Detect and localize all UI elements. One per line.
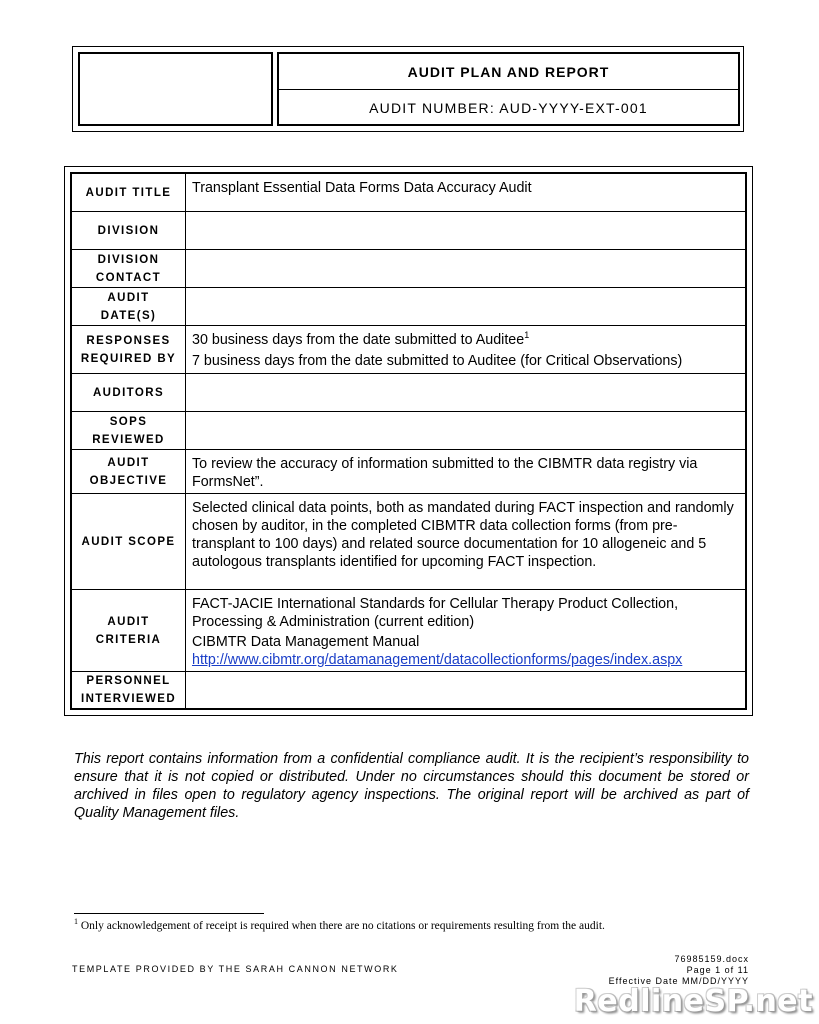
- responses-line-2: 7 business days from the date submitted to Auditee (for Critical Observations): [192, 353, 683, 369]
- document-meta: [609, 954, 749, 987]
- label-line: REQUIRED BY: [80, 352, 177, 365]
- value-sops[interactable]: [186, 412, 745, 449]
- label-personnel: [72, 672, 186, 708]
- value-division-contact[interactable]: [186, 250, 745, 287]
- objective-text: To review the accuracy of information submitted to the CIBMTR data registry via FormsNet”.: [192, 456, 698, 490]
- logo-placeholder: [78, 52, 273, 126]
- label-line: INTERVIEWED: [80, 693, 177, 705]
- label-audit-dates: [72, 288, 186, 325]
- responses-line-1-text: 30 business days from the date submitted to Auditee: [192, 332, 525, 348]
- header-title-block: [277, 52, 740, 126]
- value-audit-title[interactable]: [186, 174, 745, 211]
- footnote-divider: [74, 913, 264, 914]
- row-division: [72, 212, 745, 250]
- label-division: DIVISION: [72, 212, 186, 249]
- audit-number: AUDIT NUMBER: AUD-YYYY-EXT-001: [369, 100, 648, 116]
- audit-info-table: [64, 166, 753, 716]
- label-objective: [72, 450, 186, 493]
- label-line: CONTACT: [95, 271, 162, 284]
- row-sops: [72, 412, 745, 450]
- row-objective: [72, 450, 745, 494]
- label-auditors: AUDITORS: [72, 374, 186, 411]
- label-line: SOPS: [109, 415, 148, 428]
- template-credit: TEMPLATE PROVIDED BY THE SARAH CANNON NETWORK: [72, 964, 399, 974]
- footnote: [74, 917, 754, 932]
- page-number: Page 1 of 11: [686, 965, 749, 975]
- label-line: REVIEWED: [92, 433, 165, 446]
- responses-line-1: [192, 331, 739, 349]
- label-line: AUDIT: [107, 291, 150, 304]
- label-division-contact: [72, 250, 186, 287]
- value-responses[interactable]: [186, 326, 745, 373]
- value-criteria[interactable]: [186, 590, 745, 671]
- doc-id: 76985159.docx: [674, 954, 749, 964]
- value-objective[interactable]: [186, 450, 745, 493]
- row-responses: [72, 326, 745, 374]
- label-line: AUDIT: [107, 456, 150, 469]
- audit-title-text: Transplant Essential Data Forms Data Accuracy Audit: [192, 180, 532, 196]
- row-audit-dates: [72, 288, 745, 326]
- effective-date: Effective Date MM/DD/YYYY: [608, 976, 749, 986]
- label-line: CRITERIA: [95, 633, 162, 646]
- criteria-manual: CIBMTR Data Management Manual: [192, 634, 420, 650]
- row-scope: [72, 494, 745, 590]
- criteria-link[interactable]: http://www.cibmtr.org/datamanagement/datacollectionforms/pages/index.aspx: [192, 652, 683, 668]
- value-audit-dates[interactable]: [186, 288, 745, 325]
- label-line: OBJECTIVE: [89, 474, 168, 487]
- label-line: PERSONNEL: [86, 675, 171, 687]
- label-line: AUDIT: [107, 615, 150, 628]
- confidentiality-disclaimer: This report contains information from a confidential compliance audit. It is the recipient’s responsibility to ensure that it is not copied or distributed. Under no circumstances should this document be stored or archived in files open to regulatory agency inspections. The original report will be archived as part of Quality Management files.: [74, 751, 749, 821]
- label-sops: [72, 412, 186, 449]
- document-title: AUDIT PLAN AND REPORT: [279, 54, 738, 90]
- criteria-standards: FACT-JACIE International Standards for Cellular Therapy Product Collection, Processing & Administration (current edition): [192, 596, 679, 630]
- value-scope[interactable]: [186, 494, 745, 589]
- row-division-contact: [72, 250, 745, 288]
- audit-info-table-inner: [70, 172, 747, 710]
- label-responses: [72, 326, 186, 373]
- label-audit-title: AUDIT TITLE: [72, 174, 186, 211]
- label-line: DIVISION: [97, 253, 160, 266]
- label-line: DATE(S): [100, 309, 157, 322]
- row-personnel: [72, 672, 745, 708]
- footnote-text: Only acknowledgement of receipt is required when there are no citations or requirements resulting from the audit.: [78, 920, 605, 932]
- footnote-ref: 1: [524, 330, 530, 341]
- value-auditors[interactable]: [186, 374, 745, 411]
- value-personnel[interactable]: [186, 672, 745, 708]
- row-audit-title: [72, 174, 745, 212]
- row-auditors: [72, 374, 745, 412]
- label-criteria: [72, 590, 186, 671]
- value-division[interactable]: [186, 212, 745, 249]
- label-line: RESPONSES: [86, 334, 171, 347]
- label-scope: AUDIT SCOPE: [72, 494, 186, 589]
- footnote-mark: 1: [74, 917, 78, 927]
- row-criteria: [72, 590, 745, 672]
- header-box: [72, 46, 744, 132]
- scope-text: Selected clinical data points, both as mandated during FACT inspection and randomly chosen by auditor, in the completed CIBMTR data collection forms (from pre-transplant to 100 days) and related source documentation for 10 allogeneic and 5 autologous transplants identified for upcoming FACT inspection.: [192, 500, 734, 570]
- watermark: RedlineSP.net: [573, 984, 813, 1019]
